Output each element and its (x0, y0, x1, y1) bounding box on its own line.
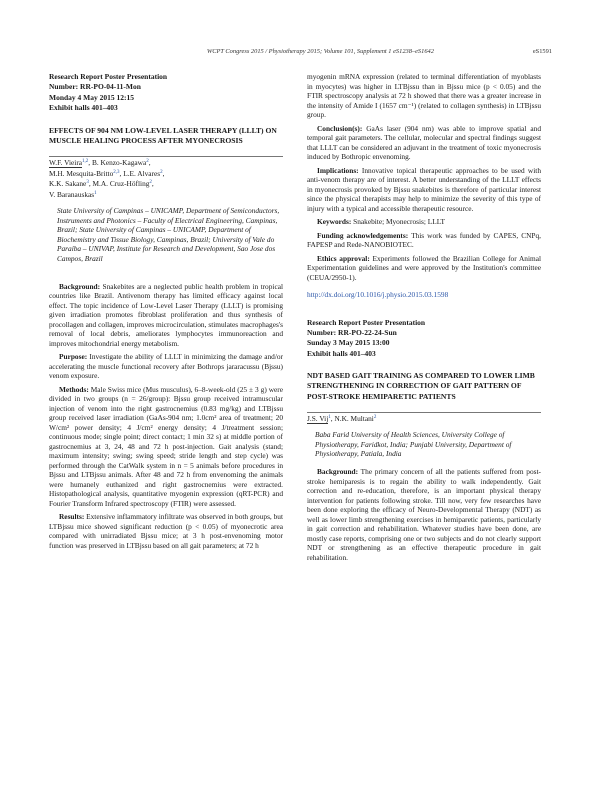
abstract1-location: Exhibit halls 401–403 (49, 103, 118, 113)
page-number: eS1591 (532, 48, 552, 55)
author-rule (307, 412, 541, 413)
author-line: M.H. Mesquita-Britto$^{2,3}$, L.E. Alvares$^2$, (49, 168, 165, 178)
right-column (307, 72, 541, 562)
abstract1-number: Number: RR-PO-04-11-Mon (49, 82, 141, 92)
abstract1-authors (49, 156, 283, 200)
abstract2-number: Number: RR-PO-22-24-Sun (307, 327, 397, 337)
abstract1-meta (49, 72, 283, 114)
abstract1-results-continued: myogenin mRNA expression (related to terminal differentiation of myoblasts in myocytes) was higher in LTBjssu than in Bjssu mice (p < 0.05) and the FTIR spectroscopy analysis at 72 h showed that there was a greater increase in the intensity of Amide I (1657 cm⁻¹) (related to collagen synthesis) in LTBjssu group. (307, 72, 541, 119)
author-line: K.K. Sakane$^3$, M.A. Cruz-Höfling$^2$, (49, 179, 154, 189)
journal-citation: WCPT Congress 2015 / Physiotherapy 2015; Volume 101, Supplement 1 eS1238–eS1642 (206, 48, 434, 55)
left-column (49, 72, 283, 550)
abstract1-date: Monday 4 May 2015 12:15 (49, 92, 134, 102)
abstract1-purpose: Purpose: Investigate the ability of LLLT in minimizing the damage and/or accelerating the muscle functional recovery after Bothrops jararacussu (Bjssu) venom exposure. (49, 352, 283, 381)
running-header (48, 48, 552, 55)
abstract2-location: Exhibit halls 401–403 (307, 348, 376, 358)
abstract1-affiliations: State University of Campinas – UNICAMP, Department of Semiconductors, Instruments and Photonics – Faculty of Electrical Engineering, Campinas, Brazil; State University of Campinas – UNICAMP, Department of Biochemistry and Tissue Biology, Campinas, Brazil; University of Vale do Paraíba – UNIVAP, Institute for Research and Development, Sao Jose dos Campos, Brazil (57, 206, 280, 263)
abstract2-type: Research Report Poster Presentation (307, 317, 426, 327)
abstract1-methods: Methods: Male Swiss mice (Mus musculus), 6–8-week-old (25 ± 3 g) were divided in two groups (n = 26/group): Bjssu group received intramuscular injection of venom into the right gastrocnemius (0.83 mg/kg) and LTBjssu group received laser irradiation (GaAs-904 nm; 1.0cm² area of treatment; 20 W/cm² power density; 4 J/cm² energy density; 4 J/treatment session; continuous mode; single point; direct contact; 1 min 32 s) at middle portion of gastrocnemius at 3, 24, 48 and 72 h post-injection. Gait analysis (stand; maximum intensity; swing; swing speed; stride length and step cycle) was performed through the CatWalk system in n = 5 animals before procedures in Bjssu and LTBjssu animals. After 48 and 72 h from envenoming the animals were humanely euthanized and right gastrocnemius were extracted. Histopathological analysis, quantitative myogenin expression (qRT-PCR) and Fourier Transform Infrared spectroscopy (FTIR) were assessed. (49, 384, 283, 508)
author-rule (49, 156, 283, 157)
author-line: W.F. Vieira$^{1,2}$, B. Kenzo-Kagawa$^2$, (49, 158, 151, 168)
abstract1-title: EFFECTS OF 904 NM LOW-LEVEL LASER THERAPY (LLLT) ON MUSCLE HEALING PROCESS AFTER MYONECROSIS (49, 125, 277, 145)
abstract2-background: Background: The primary concern of all the patients suffered from post-stroke hemiparesis is to regain the ability to walk independently. Gait correction and re-education, therefore, is an important physical therapy intervention for patients following stroke. Till now, very few researches have been done exploring the efficacy of Neuro-Developmental Therapy (NDT) as well as lower limb strengthening exercises in hemiparetic patients, particularly in gait correction and rehabilitation. Whatever studies have been done, are mostly case reports, comprising one or two subjects and do not clearly support NDT or strengthening as an effective therapeutic procedure in gait rehabilitation. (307, 467, 541, 562)
abstract1-doi-link[interactable]: http://dx.doi.org/10.1016/j.physio.2015.03.1598 (307, 290, 449, 299)
abstract1-implications: Implications: Innovative topical therapeutic approaches to be used with anti-venom therapy are of interest. A better understanding of the LLLT effects in myonecrosis provoked by Bjssu snakebites is therefore of particular interest since the physical therapists may help to minimize the severity of this type of injury with a typical and accessible therapeutic resource. (307, 165, 541, 213)
abstract1-keywords: Keywords: Snakebite; Myonecrosis; LLLT (317, 217, 446, 226)
abstract2-authors (307, 412, 541, 425)
abstract1-background: Background: Snakebites are a neglected public health problem in tropical countries like Brazil. Antivenom therapy has limited efficacy against local effect. The topic incidence of Low-Level Laser Therapy (LLLT) is promising given irradiation promotes fibroblast proliferation and thus synthesis of procollagen and collagen, improves microcirculation, stimulates macrophages's removal of local debris, ameliorates lymphocytes immunoreaction and improves mitochondrial energy metabolism. (49, 281, 284, 348)
abstract1-results: Results: Extensive inflammatory infiltrate was observed in both groups, but LTBjssu mice showed significant reduction (p < 0.05) of myonecrotic area compared with unirradiated Bjssu mice; at 3 h post-envenoming motor function was preserved in LTBjssu based on all gait parameters; at 72 h (49, 512, 283, 550)
abstract2-title: NDT BASED GAIT TRAINING AS COMPARED TO LOWER LIMB STRENGTHENING IN CORRECTION OF GAIT PATTERN OF POST-STROKE HEMIPARETIC PATIENTS (307, 371, 535, 401)
abstract1-funding: Funding acknowledgements: This work was funded by CAPES, CNPq, FAPESP and Rede-NANOBIOTEC. (307, 230, 541, 249)
abstract1-ethics: Ethics approval: Experiments followed the Brazilian College for Animal Experimentation guidelines and were approved by the Institution's committee (CEUA/2950-1). (307, 253, 541, 282)
abstract1-type: Research Report Poster Presentation (49, 72, 168, 81)
author-line: V. Baranauskas$^1$ (49, 189, 97, 199)
abstract2-affiliations: Baba Farid University of Health Sciences, University College of Physiotherapy, Faridkot, India; Punjabi University, Department of Physiotherapy, Patiala, India (315, 430, 512, 459)
abstract1-conclusions: Conclusion(s): GaAs laser (904 nm) was able to improve spatial and temporal gait parameters. The cellular, molecular and spectral findings suggest that LLLT can be considered an adjuvant in the treatment of toxic myonecrosis induced by Bothropic envenoming. (307, 123, 541, 161)
author-line: J.S. Vij$^1$, N.K. Multani$^2$ (307, 413, 377, 423)
abstract2-meta (307, 318, 541, 360)
abstract2-date: Sunday 3 May 2015 13:00 (307, 338, 390, 348)
